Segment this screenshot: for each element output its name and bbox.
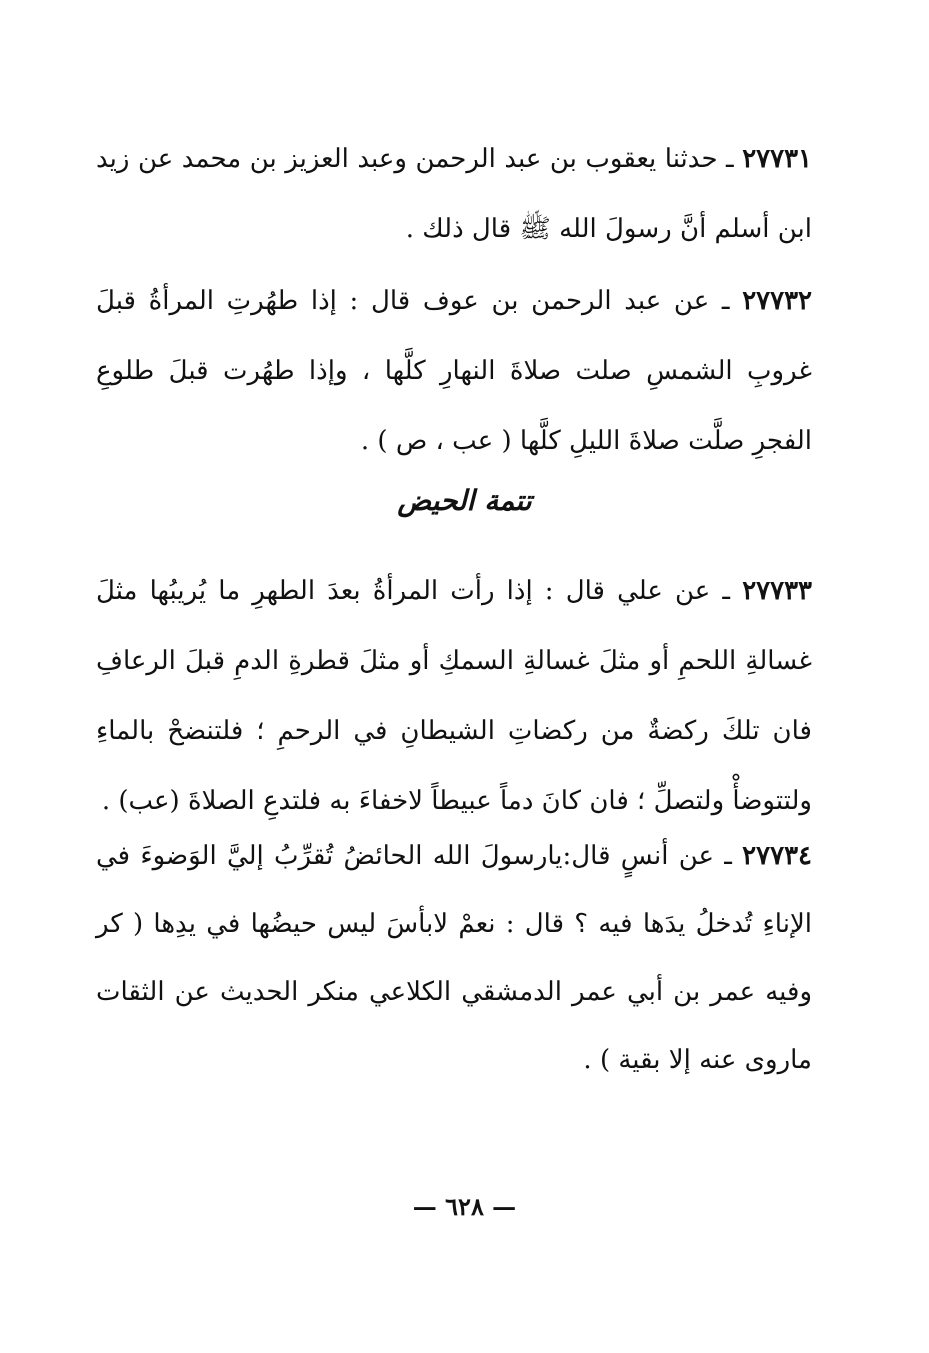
hadith-entry-27733 (96, 556, 812, 836)
section-heading: تتمة الحيض (397, 484, 532, 517)
entry-text: ـ عن عبد الرحمن بن عوف قال : إذا طهُرتِ المرأةُ قبلَ غروبِ الشمسِ صلت صلاةَ النهارِ كلَّها ، وإذا طهُرت قبلَ طلوعِ الفجرِ صلَّت صلاةَ الليلِ كلَّها ( عب ، ص ) . (96, 286, 812, 456)
entry-number: ٢٧٧٣٤ (742, 841, 812, 871)
hadith-entry-27734 (96, 822, 812, 1094)
hadith-entry-27731 (96, 124, 812, 264)
hadith-entry-27732 (96, 266, 812, 476)
page-number: — ٦٢٨ — (412, 1192, 517, 1221)
entry-text: ـ عن علي قال : إذا رأت المرأةُ بعدَ الطهرِ ما يُريبُها مثلَ غسالةِ اللحمِ أو مثلَ غسالةِ السمكِ أو مثلَ قطرةِ الدمِ قبلَ الرعافِ فان تلكَ ركضةٌ من ركضاتِ الشيطانِ في الرحمِ ؛ فلتنضحْ بالماءِ ولتتوضأْ ولتصلِّ ؛ فان كانَ دماً عبيطاً لاخفاءَ به فلتدعِ الصلاةَ (عب) . (96, 576, 812, 816)
entry-number: ٢٧٧٣٣ (742, 576, 813, 606)
entry-number: ٢٧٧٣٢ (742, 286, 813, 316)
entry-number: ٢٧٧٣١ (742, 144, 813, 174)
entry-text: ـ حدثنا يعقوب بن عبد الرحمن وعبد العزيز بن محمد عن زيد ابن أسلم أنَّ رسولَ الله ﷺ قال ذلك . (96, 144, 812, 244)
entry-text: ـ عن أنسٍ قال:يارسولَ الله الحائضُ تُقرِّبُ إليَّ الوَضوءَ في الإناءِ تُدخلُ يدَها فيه ؟ قال : نعمْ لابأسَ ليس حيضُها في يدِها ( كر وفيه عمر بن أبي عمر الدمشقي الكلاعي منكر الحديث عن الثقات ماروى عنه إلا بقية ) . (96, 841, 812, 1075)
